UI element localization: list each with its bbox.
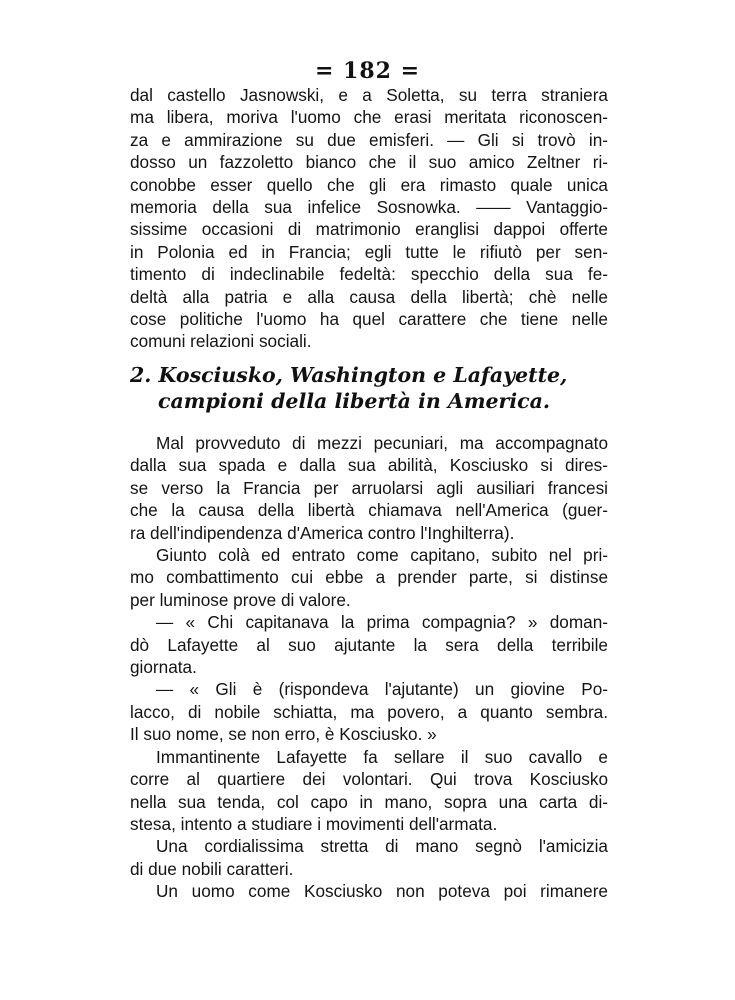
text-line: per luminose prove di valore. <box>130 589 351 610</box>
text-line: nella sua tenda, col capo in mano, sopra una carta di- <box>130 791 608 812</box>
top-paragraph <box>130 84 608 353</box>
text-line: dosso un fazzoletto bianco che il suo amico Zeltner ri- <box>130 152 608 173</box>
text-line: comuni relazioni sociali. <box>130 331 312 352</box>
text-line: stesa, intento a studiare i movimenti dell'armata. <box>130 813 498 834</box>
text-line: Una cordialissima stretta di mano segnò l'amicizia <box>156 836 608 857</box>
section-heading-line-1: 2. Kosciusko, Washington e Lafayette, <box>130 363 568 387</box>
text-line: dal castello Jasnowski, e a Soletta, su terra straniera <box>130 85 608 105</box>
text-line: se verso la Francia per arruolarsi agli ausiliari francesi <box>130 477 608 498</box>
text-line: dò Lafayette al suo ajutante la sera della terribile <box>130 634 608 655</box>
text-line: di due nobili caratteri. <box>130 858 294 879</box>
section-heading <box>130 362 608 414</box>
text-line: dalla sua spada e dalla sua abilità, Kosciusko si dires- <box>130 455 608 476</box>
text-line: ra dell'indipendenza d'America contro l'Inghilterra). <box>130 522 515 543</box>
text-line: giornata. <box>130 657 197 678</box>
section-body <box>130 432 608 903</box>
text-line: corre al quartiere dei volontari. Qui trova Kosciusko <box>130 769 608 790</box>
text-line: ma libera, moriva l'uomo che erasi meritata riconoscen- <box>130 107 608 128</box>
text-line: Il suo nome, se non erro, è Kosciusko. » <box>130 724 437 745</box>
text-line: Giunto colà ed entrato come capitano, subito nel pri- <box>156 545 608 566</box>
page-number: = 182 = <box>314 58 421 84</box>
text-line: in Polonia ed in Francia; egli tutte le rifiutò per sen- <box>130 241 608 262</box>
text-line: za e ammirazione su due emisferi. — Gli si trovò in- <box>130 129 608 150</box>
text-line: che la causa della libertà chiamava nell'America (guer- <box>130 500 608 521</box>
text-line: timento di indeclinabile fedeltà: specchio della sua fe- <box>130 264 608 285</box>
text-line: Mal provveduto di mezzi pecuniari, ma accompagnato <box>156 433 608 453</box>
text-line: — « Gli è (rispondeva l'ajutante) un giovine Po- <box>156 679 608 700</box>
text-line: mo combattimento cui ebbe a prender parte, si distinse <box>130 567 608 588</box>
text-line: conobbe esser quello che gli era rimasto quale unica <box>130 174 608 195</box>
text-line: sissime occasioni di matrimonio eranglisi dappoi offerte <box>130 219 608 240</box>
text-line: memoria della sua infelice Sosnowka. —— Vantaggio- <box>130 197 608 218</box>
text-line: Immantinente Lafayette fa sellare il suo cavallo e <box>156 746 608 767</box>
text-line: deltà alla patria e alla causa della libertà; chè nelle <box>130 286 608 307</box>
section-heading-line-2: campioni della libertà in America. <box>158 389 551 413</box>
text-line: lacco, di nobile schiatta, ma povero, a quanto sembra. <box>130 701 608 722</box>
text-line: cose politiche l'uomo ha quel carattere che tiene nelle <box>130 309 608 330</box>
text-line: Un uomo come Kosciusko non poteva poi rimanere <box>156 881 608 902</box>
text-line: — « Chi capitanava la prima compagnia? » doman- <box>156 612 608 633</box>
